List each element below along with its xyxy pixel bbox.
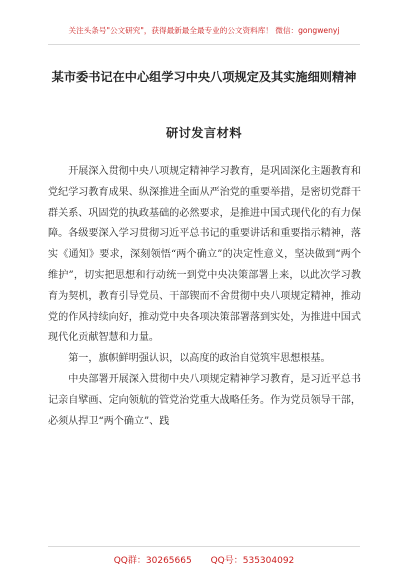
- body-paragraph-3: 中央部署开展深入贯彻中央八项规定精神学习教育，是习近平总书记亲自擘画、定向领航的管党治党重大战略任务。作为党员领导干部，必须从捍卫“两个确立”、践: [48, 373, 361, 427]
- footer-divider: [48, 546, 360, 547]
- footer-qq-number: QQ号：535304092: [210, 556, 295, 566]
- footer-qq-group: QQ群：30265665: [113, 556, 192, 566]
- footer-contact: [0, 553, 408, 566]
- document-body: [48, 162, 361, 432]
- document-title: 某市委书记在中心组学习中央八项规定及其实施细则精神: [51, 70, 357, 84]
- document-subtitle: 研讨发言材料: [165, 126, 243, 140]
- body-paragraph-2: 第一，旗帜鲜明强认识，以高度的政治自觉筑牢思想根基。: [68, 353, 331, 365]
- header-divider: [48, 44, 360, 45]
- header-promo-text: 关注头条号"公文研究"，获得最新最全最专业的公文资料库！ 微信：gongwenyj: [68, 26, 340, 35]
- body-paragraph-1: 开展深入贯彻中央八项规定精神学习教育，是巩固深化主题教育和党纪学习教育成果、纵深推进全面从严治党的重要举措，是密切党群干群关系、巩固党的执政基础的必然要求，是推进中国式现代化的有力保障。各级要深入学习贯彻习近平总书记的重要讲话和重要指示精神，落实《通知》要求，深刻领悟“两个确立”的决定性意义，坚决做到“两个维护”，切实把思想和行动统一到党中央决策部署上来，以此次学习教育为契机，教育引导党员、干部锲而不舍贯彻中央八项规定精神，推动党的作风持续向好，推动党中央各项决策部署落到实处，为推进中国式现代化贡献智慧和力量。: [48, 166, 361, 344]
